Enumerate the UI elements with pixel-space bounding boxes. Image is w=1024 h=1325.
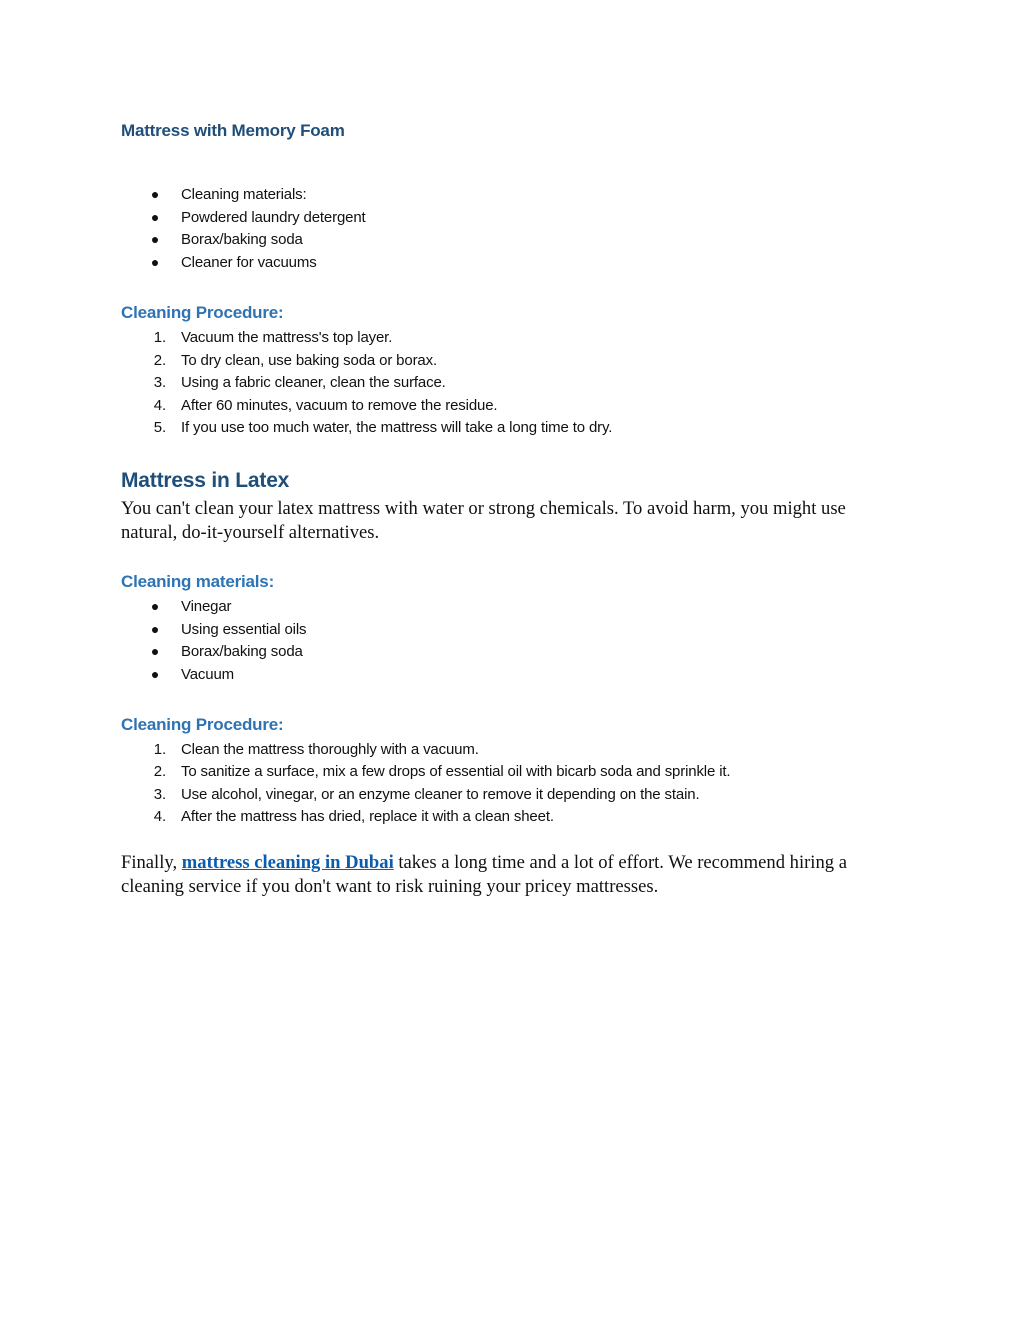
list-item-text: Use alcohol, vinegar, or an enzyme cleaner to remove it depending on the stain. bbox=[181, 786, 700, 803]
list-item-text: Vacuum bbox=[181, 666, 235, 683]
list-item-text: Using essential oils bbox=[181, 621, 307, 638]
step-number: 1. bbox=[153, 329, 166, 346]
list-item-text: Clean the mattress thoroughly with a vacuum. bbox=[181, 741, 479, 758]
latex-procedure-heading: Cleaning Procedure: bbox=[121, 715, 284, 734]
latex-heading: Mattress in Latex bbox=[121, 469, 290, 492]
closing-prefix: Finally, bbox=[121, 852, 182, 873]
bullet-icon: ● bbox=[150, 621, 160, 637]
bullet-icon: ● bbox=[150, 231, 160, 247]
list-item-text: Cleaner for vacuums bbox=[181, 254, 317, 271]
list-item-text: To sanitize a surface, mix a few drops of essential oil with bicarb soda and sprinkle it. bbox=[181, 763, 731, 780]
step-number: 4. bbox=[153, 808, 166, 825]
list-item-text: Powdered laundry detergent bbox=[181, 209, 366, 226]
bullet-icon: ● bbox=[150, 209, 160, 225]
list-item-text: To dry clean, use baking soda or borax. bbox=[181, 352, 437, 369]
closing-suffix: takes a long time and a lot of effort. We recommend hiring a cleaning service if you don't want to risk ruining your pricey mattresses. bbox=[121, 852, 847, 897]
closing-paragraph bbox=[121, 851, 901, 899]
bullet-icon: ● bbox=[150, 643, 160, 659]
list-item-text: After 60 minutes, vacuum to remove the residue. bbox=[181, 397, 498, 414]
list-item-text: Borax/baking soda bbox=[181, 231, 303, 248]
step-number: 3. bbox=[153, 786, 166, 803]
step-number: 2. bbox=[153, 763, 166, 780]
list-item-text: Using a fabric cleaner, clean the surface. bbox=[181, 374, 446, 391]
memory-foam-heading: Mattress with Memory Foam bbox=[121, 121, 345, 140]
bullet-icon: ● bbox=[150, 666, 160, 682]
list-item-text: Vinegar bbox=[181, 598, 232, 615]
list-item-text: Cleaning materials: bbox=[181, 186, 307, 203]
list-item-text: Borax/baking soda bbox=[181, 643, 303, 660]
bullet-icon: ● bbox=[150, 254, 160, 270]
step-number: 1. bbox=[153, 741, 166, 758]
step-number: 5. bbox=[153, 419, 166, 436]
list-item-text: If you use too much water, the mattress will take a long time to dry. bbox=[181, 419, 613, 436]
memory-foam-procedure-heading: Cleaning Procedure: bbox=[121, 303, 284, 322]
mattress-cleaning-link[interactable]: mattress cleaning in Dubai bbox=[181, 852, 394, 873]
step-number: 2. bbox=[153, 352, 166, 369]
latex-materials-heading: Cleaning materials: bbox=[121, 572, 275, 591]
step-number: 4. bbox=[153, 397, 166, 414]
step-number: 3. bbox=[153, 374, 166, 391]
list-item-text: Vacuum the mattress's top layer. bbox=[181, 329, 393, 346]
bullet-icon: ● bbox=[150, 186, 160, 202]
latex-intro-paragraph: You can't clean your latex mattress with water or strong chemicals. To avoid harm, you might use natural, do-it-yourself alternatives. bbox=[121, 498, 846, 543]
list-item-text: After the mattress has dried, replace it with a clean sheet. bbox=[181, 808, 554, 825]
bullet-icon: ● bbox=[150, 598, 160, 614]
